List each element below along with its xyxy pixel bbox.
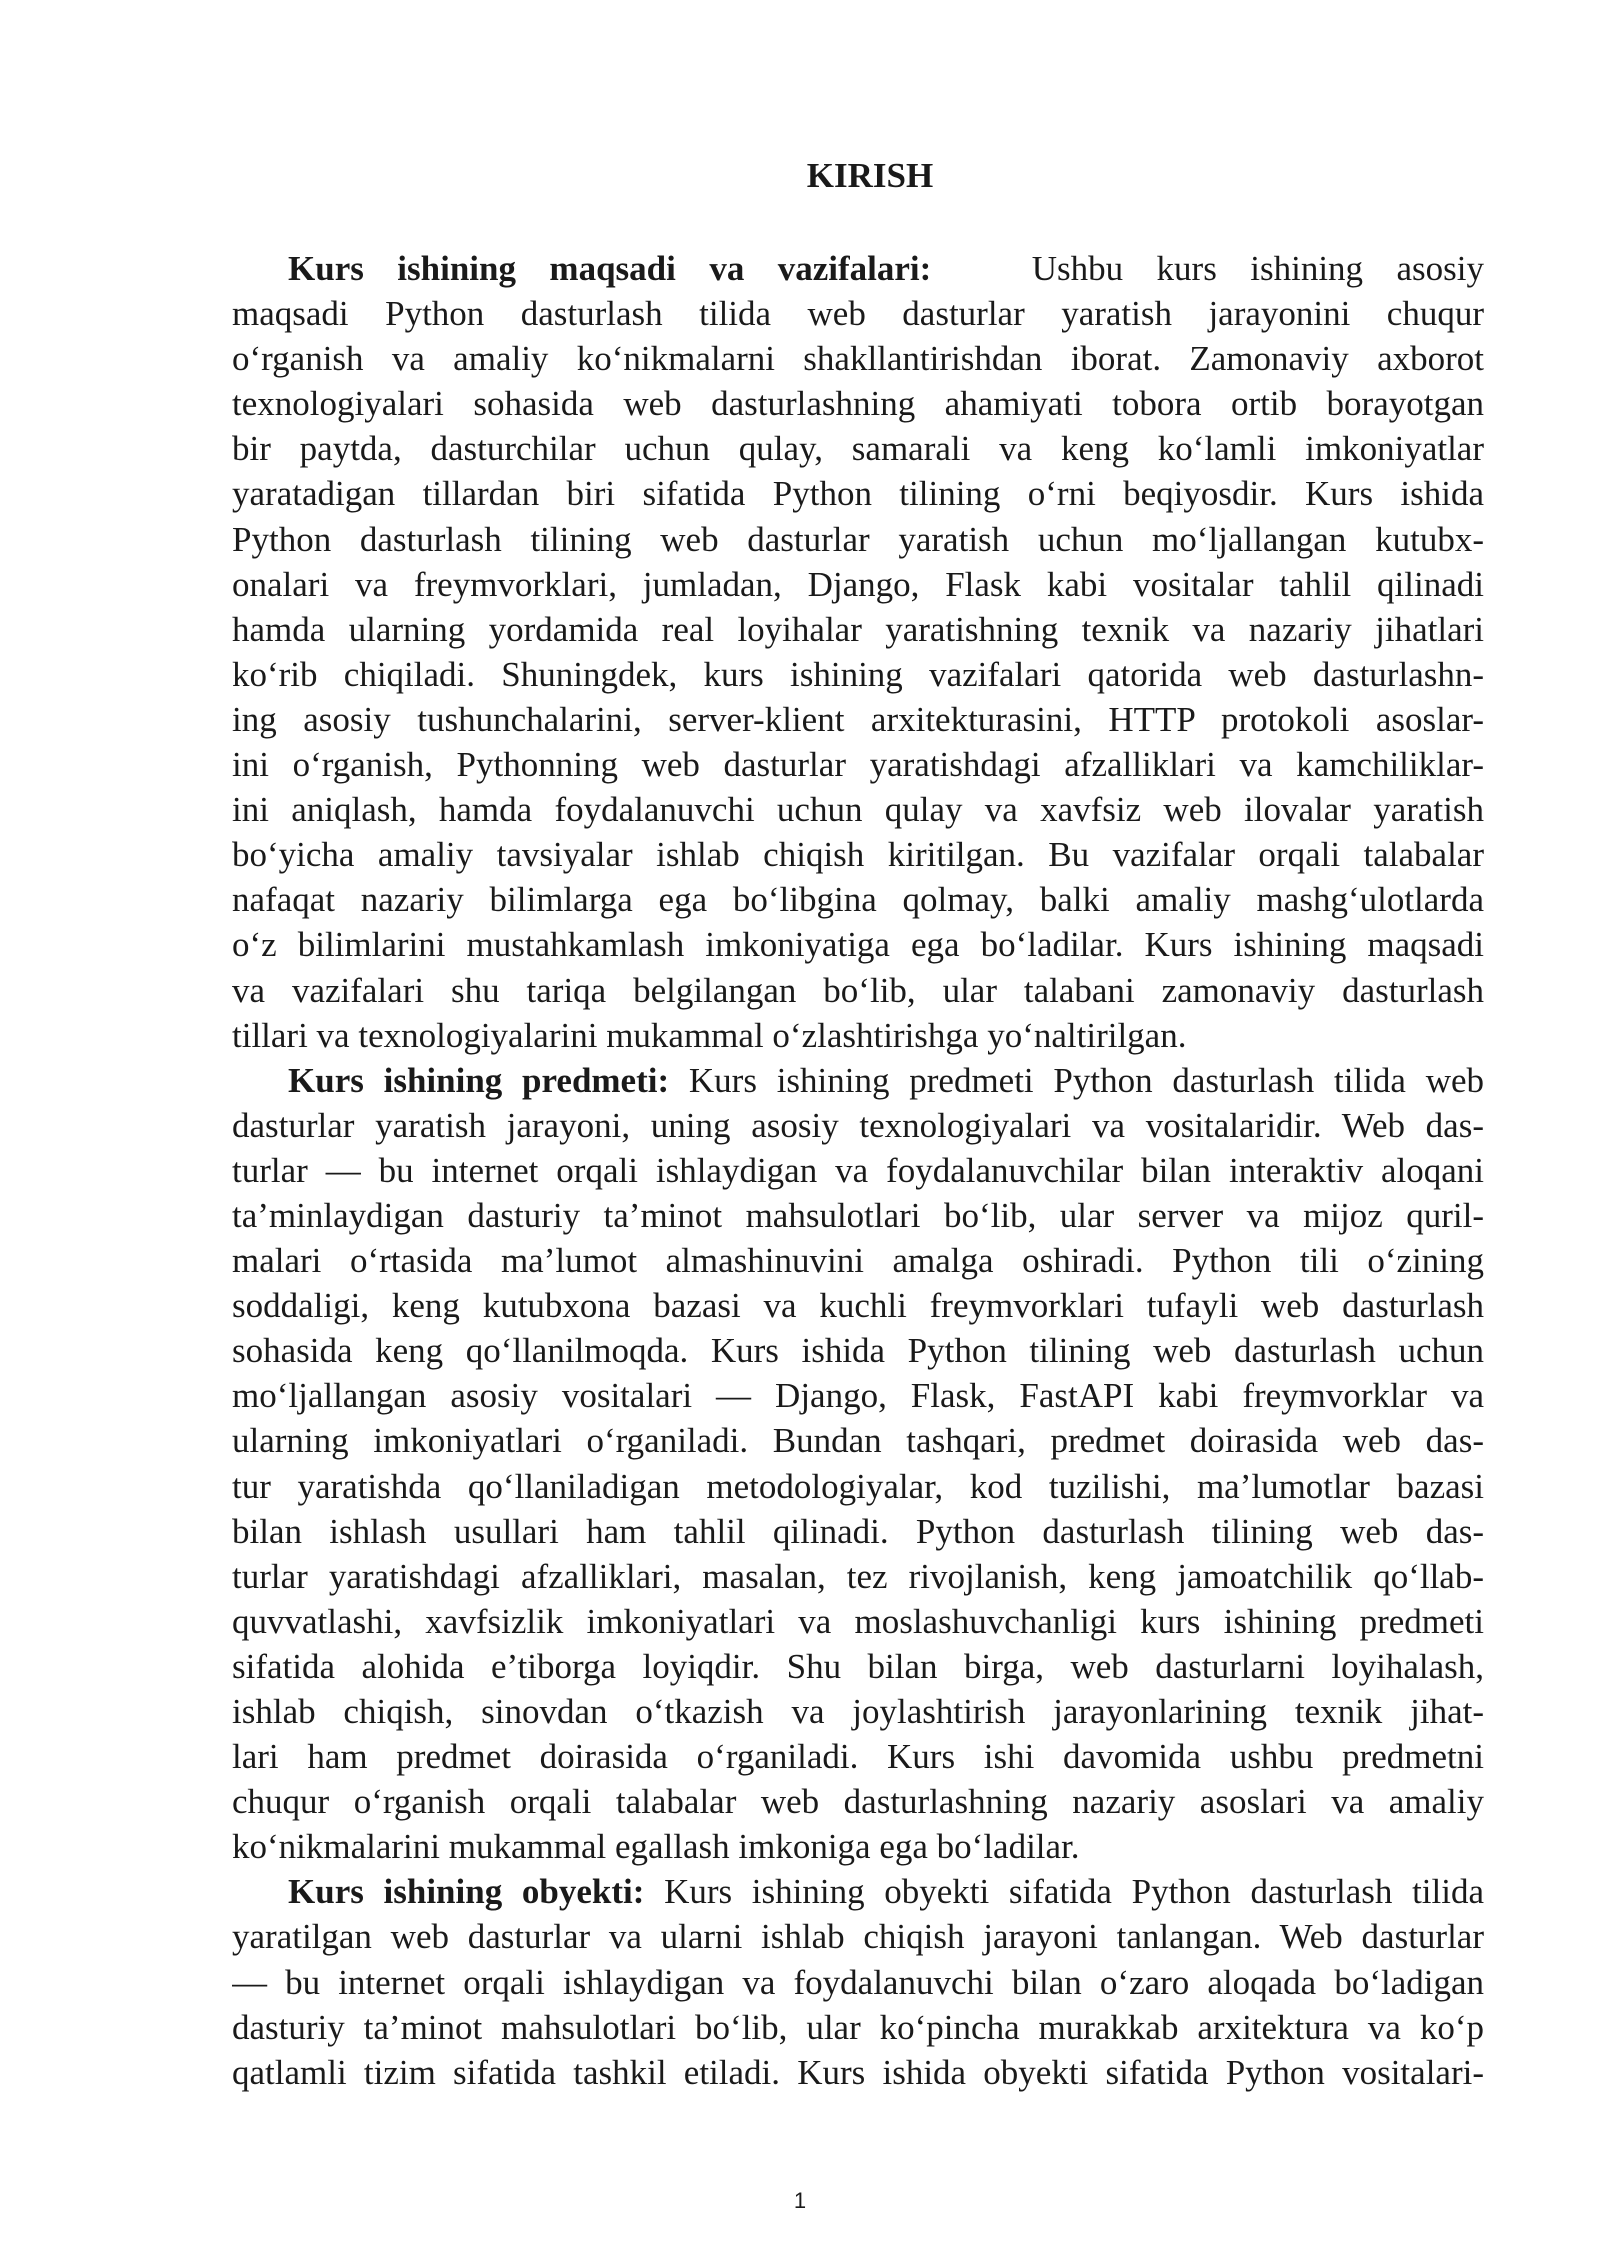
paragraph-line: dasturiy ta’minot mahsulotlari bo‘lib, ular ko‘pincha murakkab arxitektura va ko‘p bbox=[232, 2007, 1484, 2047]
paragraph-line: sifatida alohida e’tiborga loyiqdir. Shu bilan birga, web dasturlarni loyihalash, bbox=[232, 1646, 1484, 1686]
paragraph-line: ko‘nikmalarini mukammal egallash imkoniga ega bo‘ladilar. bbox=[232, 1827, 1080, 1867]
paragraph-heading: Kurs ishining maqsadi va vazifalari: bbox=[288, 249, 932, 288]
paragraph-line: yaratadigan tillardan biri sifatida Python tilining o‘rni beqiyosdir. Kurs ishida bbox=[232, 474, 1484, 514]
paragraph-line: lari ham predmet doirasida o‘rganiladi. Kurs ishi davomida ushbu predmetni bbox=[232, 1737, 1484, 1777]
paragraph-line: ini o‘rganish, Pythonning web dasturlar yaratishdagi afzalliklari va kamchiliklar- bbox=[232, 745, 1484, 785]
paragraph-heading: Kurs ishining predmeti: bbox=[288, 1060, 670, 1100]
paragraph-line: o‘z bilimlarini mustahkamlash imkoniyatiga ega bo‘ladilar. Kurs ishining maqsadi bbox=[232, 925, 1484, 965]
page-number: 1 bbox=[793, 2188, 807, 2213]
body-text bbox=[232, 246, 1484, 2095]
paragraph-line: Python dasturlash tilining web dasturlar yaratish uchun mo‘ljallangan kutubx- bbox=[232, 519, 1484, 559]
paragraph-line: bilan ishlash usullari ham tahlil qilinadi. Python dasturlash tilining web das- bbox=[232, 1511, 1484, 1551]
paragraph-line: sohasida keng qo‘llanilmoqda. Kurs ishida Python tilining web dasturlash uchun bbox=[232, 1331, 1484, 1371]
paragraph-line: ta’minlaydigan dasturiy ta’minot mahsulotlari bo‘lib, ular server va mijoz quril- bbox=[232, 1195, 1484, 1235]
paragraph-line: yaratilgan web dasturlar va ularni ishlab chiqish jarayoni tanlangan. Web dasturlar bbox=[232, 1917, 1484, 1957]
paragraph-line: hamda ularning yordamida real loyihalar yaratishning texnik va nazariy jihatlari bbox=[232, 609, 1484, 649]
paragraph-line: Kurs ishining predmeti: Kurs ishining predmeti Python dasturlash tilida web bbox=[288, 1060, 1484, 1100]
paragraph-line: mo‘ljallangan asosiy vositalari — Django, Flask, FastAPI kabi freymvorklar va bbox=[232, 1376, 1484, 1416]
paragraph-line: malari o‘rtasida ma’lumot almashinuvini amalga oshiradi. Python tili o‘zining bbox=[232, 1241, 1484, 1281]
paragraph-line: bo‘yicha amaliy tavsiyalar ishlab chiqish kiritilgan. Bu vazifalar orqali talabalar bbox=[232, 835, 1484, 875]
paragraph-line: quvvatlashi, xavfsizlik imkoniyatlari va moslashuvchanligi kurs ishining predmeti bbox=[232, 1601, 1484, 1641]
paragraph-line: bir paytda, dasturchilar uchun qulay, samarali va keng ko‘lamli imkoniyatlar bbox=[232, 429, 1484, 469]
paragraph-line: chuqur o‘rganish orqali talabalar web dasturlashning nazariy asoslari va amaliy bbox=[232, 1782, 1484, 1822]
paragraph-line: maqsadi Python dasturlash tilida web dasturlar yaratish jarayonini chuqur bbox=[232, 294, 1484, 334]
paragraph-line: o‘rganish va amaliy ko‘nikmalarni shakllantirishdan iborat. Zamonaviy axborot bbox=[232, 339, 1484, 379]
paragraph-line: va vazifalari shu tariqa belgilangan bo‘lib, ular talabani zamonaviy dasturlash bbox=[232, 970, 1484, 1010]
paragraph-line: Kurs ishining obyekti: Kurs ishining obyekti sifatida Python dasturlash tilida bbox=[288, 1872, 1484, 1912]
paragraph-line: texnologiyalari sohasida web dasturlashning ahamiyati tobora ortib borayotgan bbox=[232, 384, 1484, 424]
paragraph-line: turlar yaratishdagi afzalliklari, masalan, tez rivojlanish, keng jamoatchilik qo‘llab- bbox=[232, 1556, 1484, 1596]
page-title: KIRISH bbox=[806, 156, 934, 195]
paragraph-line: nafaqat nazariy bilimlarga ega bo‘libgina qolmay, balki amaliy mashg‘ulotlarda bbox=[232, 880, 1484, 920]
paragraph-line: ini aniqlash, hamda foydalanuvchi uchun qulay va xavfsiz web ilovalar yaratish bbox=[232, 790, 1484, 830]
paragraph-line: onalari va freymvorklari, jumladan, Django, Flask kabi vositalar tahlil qilinadi bbox=[232, 564, 1484, 604]
paragraph-line: — bu internet orqali ishlaydigan va foydalanuvchi bilan o‘zaro aloqada bo‘ladigan bbox=[232, 1962, 1484, 2002]
paragraph-line: qatlamli tizim sifatida tashkil etiladi. Kurs ishida obyekti sifatida Python vositalari- bbox=[232, 2052, 1484, 2092]
paragraph-heading: Kurs ishining obyekti: bbox=[288, 1872, 645, 1912]
paragraph-line: ishlab chiqish, sinovdan o‘tkazish va joylashtirish jarayonlarining texnik jihat- bbox=[232, 1692, 1484, 1731]
paragraph-line: dasturlar yaratish jarayoni, uning asosiy texnologiyalari va vositalaridir. Web das- bbox=[232, 1105, 1484, 1145]
paragraph-line: turlar — bu internet orqali ishlaydigan va foydalanuvchilar bilan interaktiv aloqani bbox=[232, 1150, 1484, 1190]
paragraph-line: ing asosiy tushunchalarini, server-klient arxitekturasini, HTTP protokoli asoslar- bbox=[232, 699, 1484, 739]
paragraph-line: ularning imkoniyatlari o‘rganiladi. Bundan tashqari, predmet doirasida web das- bbox=[232, 1421, 1484, 1461]
paragraph-line: tur yaratishda qo‘llaniladigan metodologiyalar, kod tuzilishi, ma’lumotlar bazasi bbox=[232, 1466, 1484, 1506]
paragraph-line: tillari va texnologiyalarini mukammal o‘zlashtirishga yo‘naltirilgan. bbox=[232, 1015, 1187, 1055]
paragraph-line: Kurs ishining maqsadi va vazifalari: Ushbu kurs ishining asosiy bbox=[288, 249, 1484, 288]
paragraph-line: soddaligi, keng kutubxona bazasi va kuchli freymvorklari tufayli web dasturlash bbox=[232, 1286, 1484, 1326]
paragraph-line: ko‘rib chiqiladi. Shuningdek, kurs ishining vazifalari qatorida web dasturlashn- bbox=[232, 654, 1484, 694]
